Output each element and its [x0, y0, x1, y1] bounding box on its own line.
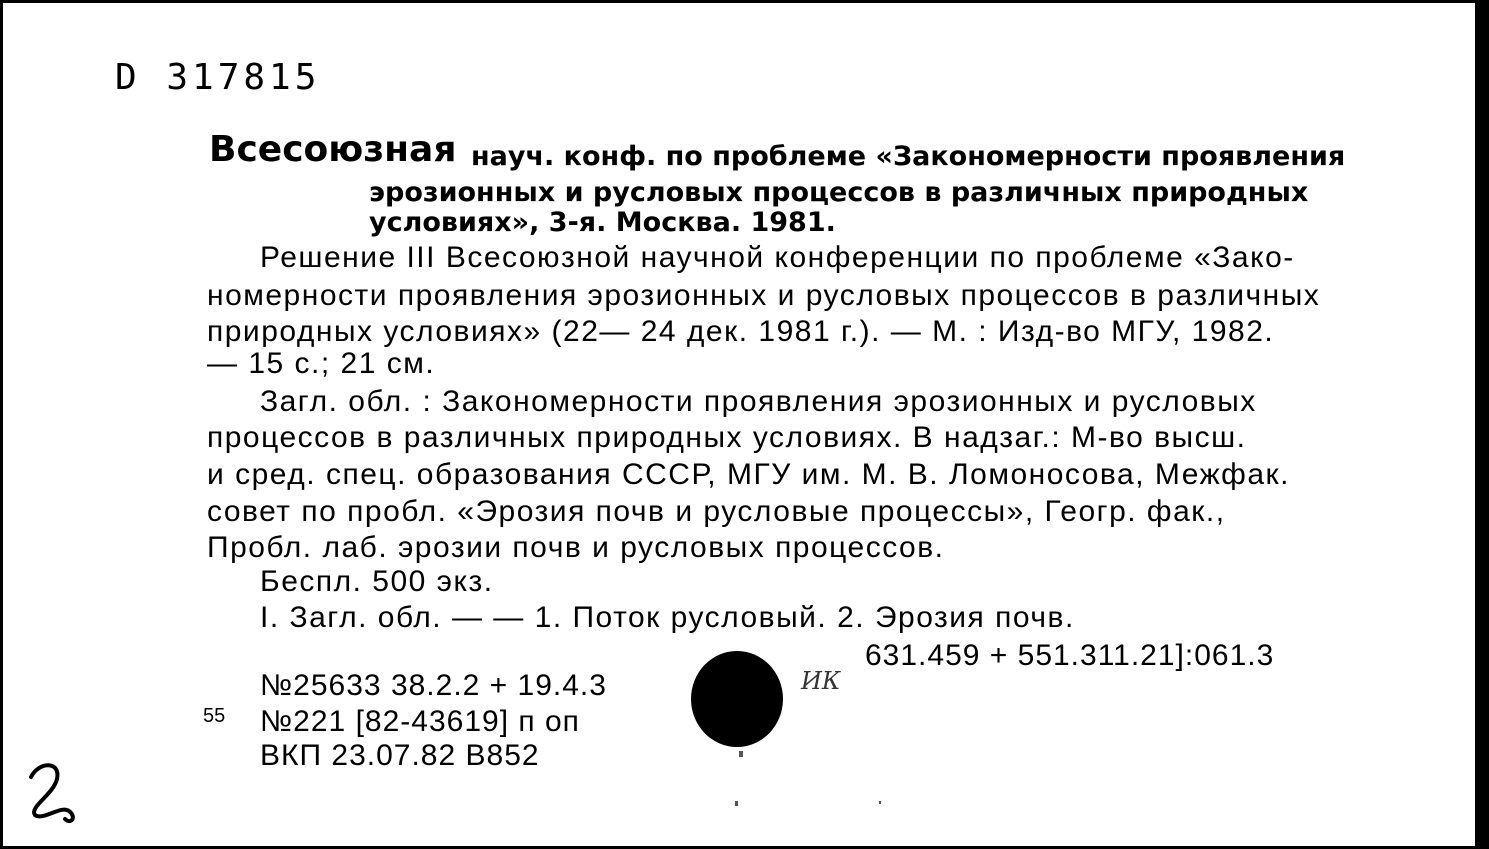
punch-hole: [691, 651, 783, 747]
notes-line-1: Загл. обл. : Закономерности проявления эрозионных и русловых: [260, 385, 1257, 418]
body-line-4: — 15 с.; 21 см.: [207, 347, 436, 380]
body-line-2: номерности проявления эрозионных и русловых процессов в различных: [207, 279, 1321, 312]
handwritten-mark-icon: [21, 755, 91, 825]
heading-line-2: эрозионных и русловых процессов в различных природных: [369, 177, 1309, 208]
heading-main-word: Всесоюзная: [209, 129, 457, 170]
price-line: Беспл. 500 экз.: [260, 565, 494, 598]
udc-classification: 631.459 + 551.311.21]:061.3: [865, 639, 1275, 672]
tracings-line: I. Загл. обл. — — 1. Поток русловый. 2. Эрозия почв.: [260, 601, 1075, 634]
handwritten-initials: ИК: [801, 667, 841, 695]
heading-line-1: науч. конф. по проблеме «Закономерности проявления: [471, 141, 1346, 172]
body-line-1: Решение III Всесоюзной научной конференции по проблеме «Зако-: [260, 241, 1295, 274]
notes-line-3: и сред. спец. образования СССР, МГУ им. М. В. Ломоносова, Межфак.: [207, 458, 1290, 491]
heading-line-3: условиях», 3-я. Москва. 1981.: [369, 207, 836, 238]
speck: [739, 751, 743, 757]
footer-line-3: ВКП 23.07.82 В852: [260, 739, 540, 772]
footer-line-1: №25633 38.2.2 + 19.4.3: [260, 669, 607, 702]
speck: [735, 801, 738, 806]
call-number: D 317815: [115, 57, 321, 98]
margin-mark-55: 55: [203, 705, 226, 727]
footer-line-2: №221 [82-43619] п оп: [260, 705, 580, 738]
notes-line-2: процессов в различных природных условиях. В надзаг.: М-во высш.: [207, 421, 1247, 454]
body-line-3: природных условиях» (22— 24 дек. 1981 г.). — М. : Изд-во МГУ, 1982.: [207, 315, 1275, 348]
notes-line-5: Пробл. лаб. эрозии почв и русловых процессов.: [207, 531, 945, 564]
speck: [879, 801, 881, 804]
notes-line-4: совет по пробл. «Эрозия почв и русловые процессы», Геогр. фак.,: [207, 495, 1226, 528]
